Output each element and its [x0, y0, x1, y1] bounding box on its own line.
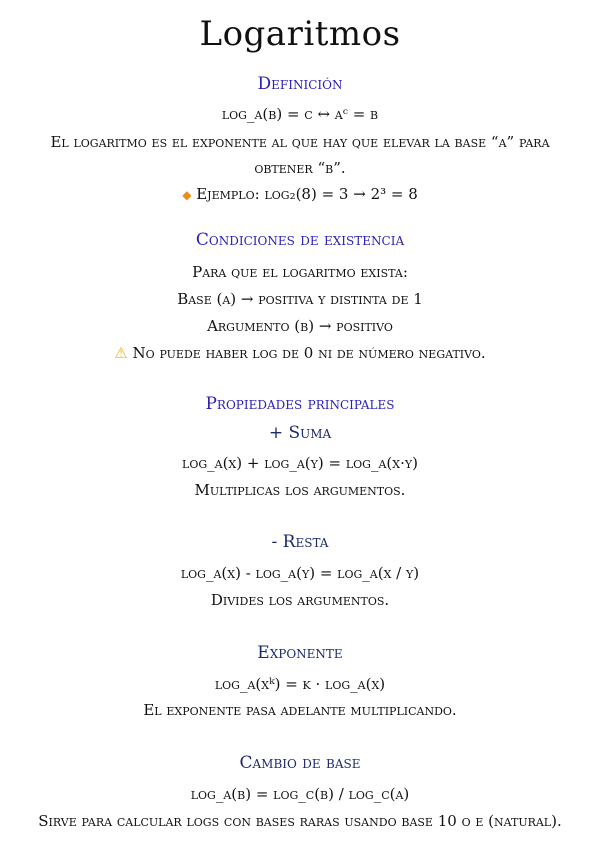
definicion-text-1: El logaritmo es el exponente al que hay que elevar la base “a” para: [50, 133, 550, 151]
suma-title: + Suma: [268, 423, 332, 443]
definicion-formula: log_a(b) = c ↔ aᶜ = b: [221, 105, 379, 123]
cambio-desc: Sirve para calcular logs con bases raras usando base 10 o e (natural).: [38, 812, 562, 830]
resta-title: - Resta: [271, 532, 329, 552]
condiciones-intro: Para que el logaritmo exista:: [192, 263, 408, 281]
orange-diamond-icon: ◆: [182, 188, 192, 202]
warning-icon: ⚠: [114, 344, 128, 362]
example-formula: log₂(8) = 3 → 2³ = 8: [264, 185, 418, 203]
condiciones-base: Base (a) → positiva y distinta de 1: [177, 290, 423, 308]
exponente-desc: El exponente pasa adelante multiplicando.: [143, 701, 457, 719]
resta-formula: log_a(x) - log_a(y) = log_a(x / y): [180, 564, 420, 582]
condiciones-argumento: Argumento (b) → positivo: [207, 317, 393, 335]
condiciones-warning: [0, 343, 600, 363]
definicion-example: [0, 184, 600, 205]
propiedades-heading: Propiedades principales: [205, 394, 395, 414]
page-title: Logaritmos: [199, 14, 401, 54]
cambio-formula: log_a(b) = log_c(b) / log_c(a): [190, 785, 410, 803]
exponente-formula: log_a(xᵏ) = k · log_a(x): [214, 675, 386, 693]
suma-formula: log_a(x) + log_a(y) = log_a(x·y): [182, 454, 418, 472]
condiciones-heading: Condiciones de existencia: [195, 230, 405, 250]
exponente-title: Exponente: [257, 643, 343, 663]
suma-desc: Multiplicas los argumentos.: [194, 481, 406, 499]
definicion-heading: Definición: [257, 74, 343, 94]
definicion-text-2: obtener “b”.: [254, 159, 346, 177]
example-label: Ejemplo:: [196, 185, 260, 203]
cambio-title: Cambio de base: [239, 753, 361, 773]
resta-desc: Divides los argumentos.: [210, 591, 390, 609]
warning-text: No puede haber log de 0 ni de número negativo.: [132, 344, 486, 362]
